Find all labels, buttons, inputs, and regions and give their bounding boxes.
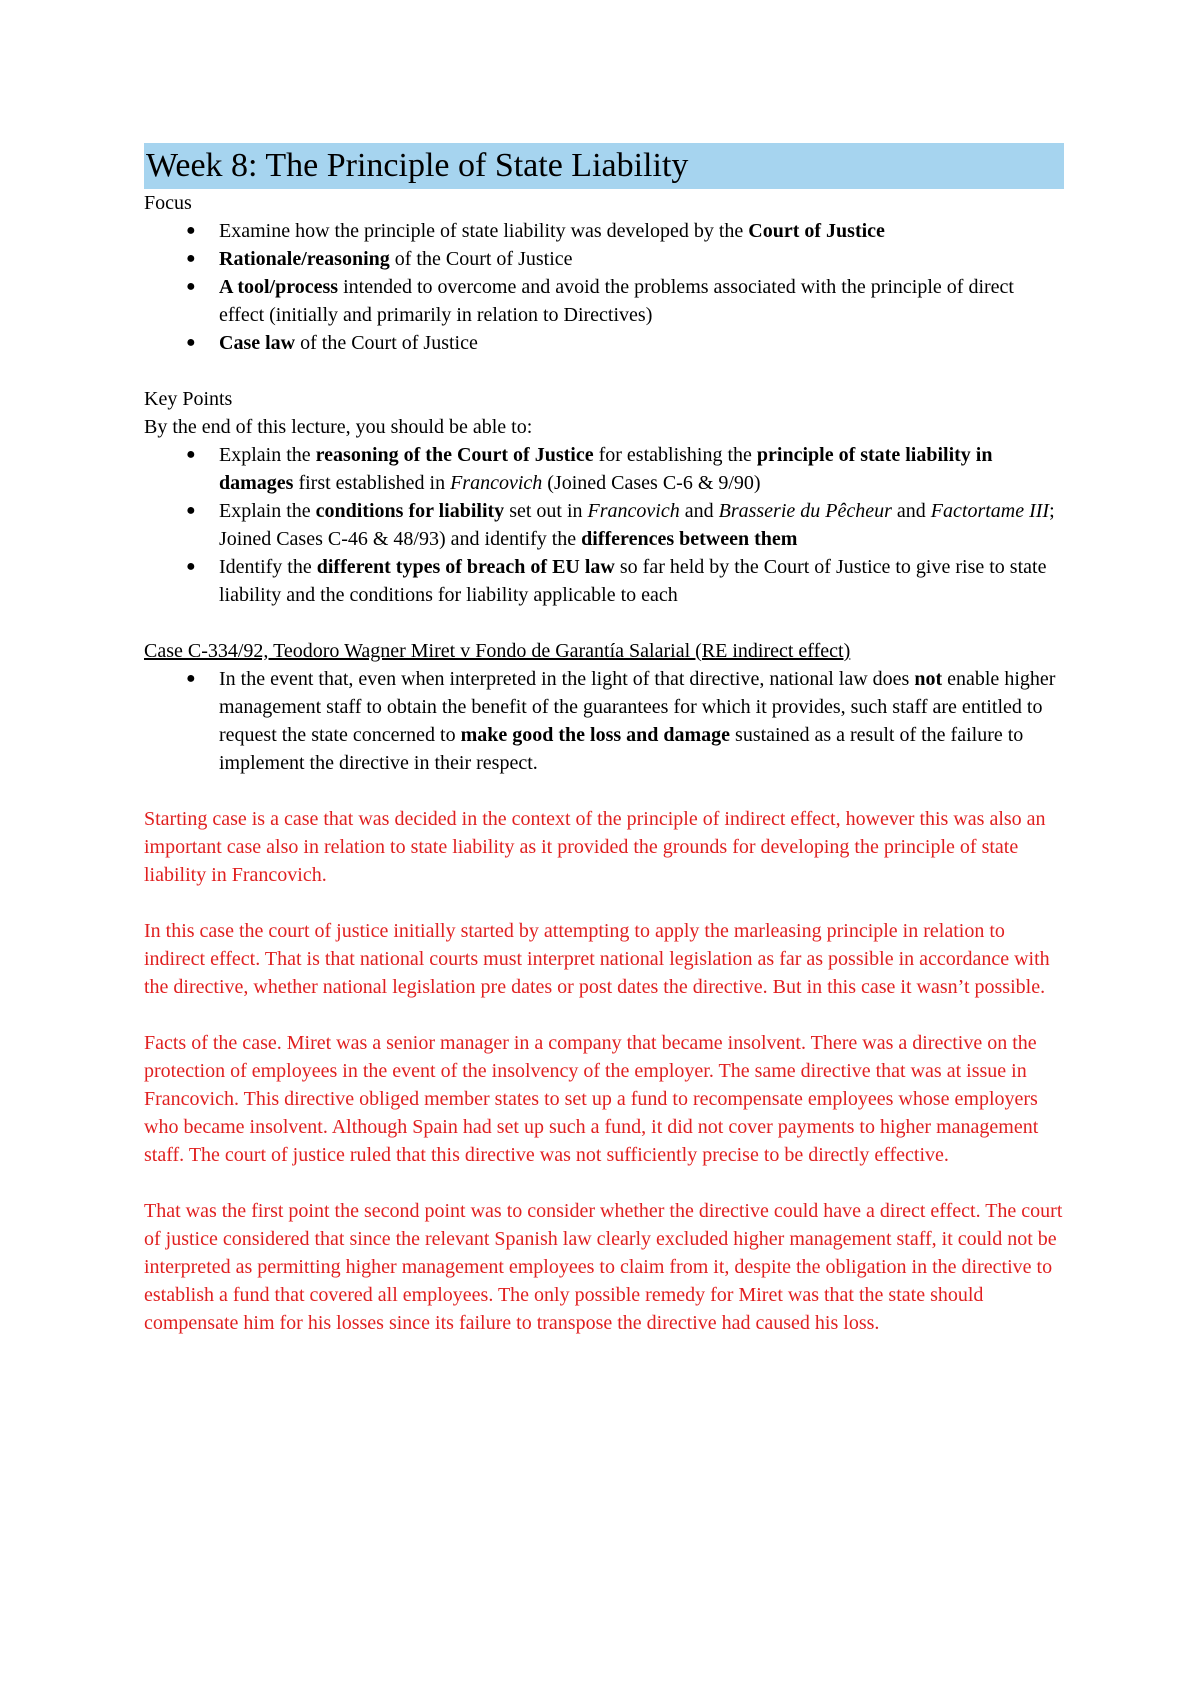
emphasis-text: Rationale/reasoning xyxy=(219,248,390,270)
body-text: of the Court of Justice xyxy=(389,248,573,270)
emphasis-text: Court of Justice xyxy=(748,220,885,242)
body-text: for establishing the xyxy=(593,444,757,466)
case-name-text: Francovich xyxy=(450,472,543,494)
emphasis-text: Case law xyxy=(219,332,296,354)
list-item-text xyxy=(219,276,1014,326)
spacer xyxy=(144,777,1064,805)
list-item-text xyxy=(219,500,1055,550)
note-paragraph: Facts of the case. Miret was a senior manager in a company that became insolvent. There was a directive on the protection of employees in the event of the insolvency of the employer. The same directive that was at issue in Francovich. This directive obliged member states to set up a fund to recompensate employees whose employers who became insolvent. Although Spain had set up such a fund, it did not cover payments to higher management staff. The court of justice ruled that this directive was not sufficiently precise to be directly effective. xyxy=(144,1032,1039,1166)
spacer xyxy=(144,357,1064,385)
emphasis-text: principle of state liability in damages xyxy=(219,444,993,494)
bullet-icon: ● xyxy=(186,250,196,267)
bullet-icon: ● xyxy=(186,502,196,519)
body-text: Identify the xyxy=(219,556,317,578)
note-paragraph: In this case the court of justice initially started by attempting to apply the marleasing principle in relation to indirect effect. That is that national courts must interpret national legislation as far as possible in accordance with the directive, whether national legislation pre dates or post dates the directive. But in this case it wasn’t possible. xyxy=(144,920,1050,998)
note-paragraph: That was the first point the second point was to consider whether the directive could have a direct effect. The court of justice considered that since the relevant Spanish law clearly excluded higher management staff, it could not be interpreted as permitting higher management employees to claim from it, despite the obligation in the directive to establish a fund that covered all employees. The only possible remedy for Miret was that the state should compensate him for his losses since its failure to transpose the directive had caused his loss. xyxy=(144,1200,1063,1334)
emphasis-text: different types of breach of EU law xyxy=(316,556,615,578)
list-item xyxy=(144,441,1064,497)
body-text: ; Joined Cases C-46 & 48/93) and identify the xyxy=(219,500,1055,550)
list-item xyxy=(144,665,1064,777)
body-text: first established in xyxy=(293,472,451,494)
case-name-text: Brasserie du Pêcheur xyxy=(718,500,892,522)
bullet-icon: ● xyxy=(186,446,196,463)
bullet-icon: ● xyxy=(186,558,196,575)
body-text: Explain the xyxy=(219,444,316,466)
list-item xyxy=(144,245,1064,273)
document-page xyxy=(144,143,1064,1337)
emphasis-text: A tool/process xyxy=(219,276,339,298)
bullet-icon: ● xyxy=(186,334,196,351)
bullet-icon: ● xyxy=(186,278,196,295)
body-text: Explain the xyxy=(219,500,316,522)
bullet-icon: ● xyxy=(186,222,196,239)
emphasis-text: differences between them xyxy=(581,528,798,550)
list-item xyxy=(144,217,1064,245)
key-points-list xyxy=(144,441,1064,609)
list-item-text xyxy=(219,556,1046,606)
list-item-text xyxy=(219,444,992,494)
focus-list xyxy=(144,217,1064,357)
key-points-intro: By the end of this lecture, you should be able to: xyxy=(144,416,533,438)
body-text: so far held by the Court of Justice to give rise to state liability and the conditions for liability applicable to each xyxy=(219,556,1047,606)
list-item-text xyxy=(219,220,885,242)
body-text: intended to overcome and avoid the problems associated with the principle of direct effect (initially and primarily in relation to Directives) xyxy=(219,276,1014,326)
spacer xyxy=(144,609,1064,637)
body-text: set out in xyxy=(504,500,588,522)
case-heading: Case C-334/92, Teodoro Wagner Miret v Fondo de Garantía Salarial (RE indirect effect) xyxy=(144,640,851,662)
list-item-text xyxy=(219,248,573,270)
list-item-text xyxy=(219,332,478,354)
emphasis-text: not xyxy=(914,668,943,690)
body-text: and xyxy=(679,500,719,522)
body-text: In the event that, even when interpreted in the light of that directive, national law does xyxy=(219,668,915,690)
list-item xyxy=(144,329,1064,357)
list-item xyxy=(144,553,1064,609)
bullet-icon: ● xyxy=(186,670,196,687)
emphasis-text: reasoning of the Court of Justice xyxy=(315,444,594,466)
note-paragraph: Starting case is a case that was decided in the context of the principle of indirect effect, however this was also an important case also in relation to state liability as it provided the grounds for developing the principle of state liability in Francovich. xyxy=(144,808,1046,886)
list-item-text xyxy=(219,668,1055,774)
spacer xyxy=(144,1001,1064,1029)
list-item xyxy=(144,497,1064,553)
spacer xyxy=(144,889,1064,917)
body-text: (Joined Cases C-6 & 9/90) xyxy=(542,472,761,494)
body-text: of the Court of Justice xyxy=(295,332,478,354)
emphasis-text: conditions for liability xyxy=(315,500,505,522)
case-name-text: Factortame III xyxy=(930,500,1050,522)
focus-label: Focus xyxy=(144,192,192,214)
case-list xyxy=(144,665,1064,777)
spacer xyxy=(144,1169,1064,1197)
key-points-label: Key Points xyxy=(144,388,233,410)
body-text: enable higher management staff to obtain the benefit of the guarantees for which it provides, such staff are entitled to request the state concerned to xyxy=(219,668,1056,746)
list-item xyxy=(144,273,1064,329)
body-text: Examine how the principle of state liability was developed by the xyxy=(219,220,749,242)
body-text: and xyxy=(891,500,931,522)
body-text: sustained as a result of the failure to implement the directive in their respect. xyxy=(219,724,1024,774)
case-name-text: Francovich xyxy=(587,500,680,522)
page-title: Week 8: The Principle of State Liability xyxy=(144,143,1064,189)
emphasis-text: make good the loss and damage xyxy=(460,724,731,746)
